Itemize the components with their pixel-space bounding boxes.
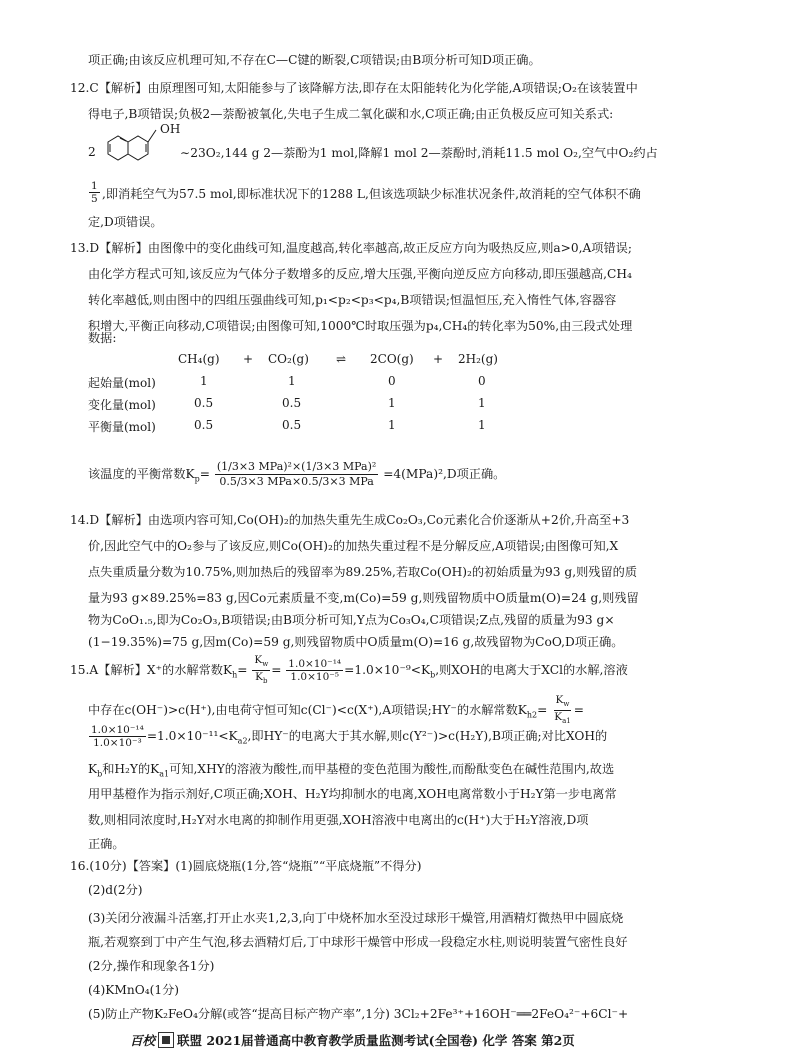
frac-bot: 1.0×10⁻⁵ — [290, 671, 340, 684]
q15-text: =1.0×10⁻⁹<K — [344, 663, 431, 678]
text-line: (5)防止产物K₂FeO₄分解(或答“提高目标产物产率”,1分) 3Cl₂+2Fe³⁺+16OH⁻══2FeO₄²⁻+6Cl⁻+ — [88, 1007, 629, 1021]
q15-text: K — [88, 762, 98, 776]
q15-sub: h2 — [526, 710, 538, 720]
header-cell: CO₂(g) — [268, 352, 309, 366]
text-line: 13.D【解析】由图像中的变化曲线可知,温度越高,转化率越高,故正反应方向为吸热反应,则a>0,A项错误; — [70, 241, 632, 255]
fraction-denominator: 5 — [91, 193, 98, 205]
table-row — [88, 374, 538, 392]
frac-top-sub: w — [563, 700, 570, 709]
brand-logo-icon — [158, 1032, 174, 1048]
text-line: 得电子,B项错误;负极2—萘酚被氧化,失电子生成二氧化碳和水,C项正确;由正负极反应可知关系式: — [88, 107, 614, 121]
table-cell: 1 — [388, 396, 396, 410]
text-line: ∼23O₂,144 g 2—萘酚为1 mol,降解1 mol 2—萘酚时,消耗11.5 mol O₂,空气中O₂约占 — [180, 146, 658, 160]
q15-text: 和H₂Y的K — [102, 762, 160, 776]
brand-right: 联盟 — [177, 1033, 203, 1048]
table-row — [88, 418, 538, 436]
header-cell: 2CO(g) — [370, 352, 414, 366]
q15-text: = — [237, 663, 248, 678]
table-cell: 1 — [288, 374, 296, 388]
header-cell: + — [243, 352, 254, 366]
text-line: ,即消耗空气为57.5 mol,即标准状况下的1288 L,但该选项缺少标准状况条件,故消耗的空气体积不确 — [102, 187, 641, 201]
q15-text: =1.0×10⁻¹¹<K — [146, 729, 238, 743]
q15-sub: h — [232, 670, 238, 680]
kp-denominator: 0.5/3×3 MPa×0.5/3×3 MPa — [219, 475, 374, 488]
text-line: 瓶,若观察到丁中产生气泡,移去酒精灯后,丁中球形干燥管中形成一段稳定水柱,则说明装置气密性良好 — [88, 935, 628, 949]
table-cell: 1 — [388, 418, 396, 432]
kp-formula — [88, 460, 505, 489]
row-label: 变化量(mol) — [88, 398, 156, 412]
frac-bot-sub: b — [262, 677, 268, 686]
q15-text: 中存在c(OH⁻)>c(H⁺),由电荷守恒可知c(Cl⁻)<c(X⁺),A项错误;HY⁻的水解常数K — [88, 703, 527, 718]
text-line: 量为93 g×89.25%=83 g,因Co元素质量不变,m(Co)=59 g,则残留物质中O质量m(O)=24 g,则残留 — [88, 591, 639, 605]
header-cell: 2H₂(g) — [458, 352, 498, 366]
kp-result: =4(MPa)²,D项正确。 — [383, 467, 506, 481]
text-line: 16.(10分)【答案】(1)圆底烧瓶(1分,答“烧瓶”“平底烧瓶”不得分) — [70, 859, 422, 873]
q15-text: ,则XOH的电离大于XCl的水解,溶液 — [435, 663, 628, 678]
page-footer — [130, 1031, 690, 1049]
table-cell: 1 — [478, 418, 486, 432]
q15-text: = — [573, 703, 584, 718]
frac-bot: K — [255, 671, 263, 684]
text-line: 项正确;由该反应机理可知,不存在C—C键的断裂,C项错误;由B项分析可知D项正确。 — [88, 53, 541, 67]
text-line: 物为CoO₁.₅,即为Co₂O₃,B项错误;由B项分析可知,Y点为Co₃O₄,C项错误;Z点,残留的质量为93 g× — [88, 613, 615, 627]
frac-top: 1.0×10⁻¹⁴ — [91, 724, 144, 736]
frac-bot: K — [554, 711, 563, 724]
kp-prefix: 该温度的平衡常数K — [88, 467, 195, 481]
text-line: 数,则相同浓度时,H₂Y对水电离的抑制作用更强,XOH溶液中电离出的c(H⁺)大于H₂Y溶液,D项 — [88, 813, 589, 827]
q15-line-2 — [88, 694, 733, 727]
q15-sub: b — [430, 670, 436, 680]
text-line: 数据: — [88, 331, 117, 345]
q15-line-3 — [88, 724, 733, 749]
q15-sub: a2 — [237, 736, 248, 746]
frac-top: K — [555, 694, 564, 706]
text-line: 定,D项错误。 — [88, 215, 163, 229]
q15-text: ,即HY⁻的电离大于其水解,则c(Y²⁻)>c(H₂Y),B项正确;对比XOH的 — [247, 729, 608, 743]
oh-label: OH — [160, 122, 181, 136]
header-cell: ⇌ — [336, 352, 347, 366]
text-line: (4)KMnO₄(1分) — [88, 983, 180, 997]
q15-line-4 — [88, 760, 733, 778]
text-line: 正确。 — [88, 837, 125, 851]
q15-line-1 — [70, 654, 730, 687]
kp-eq: = — [199, 467, 210, 481]
q15-text: 15.A【解析】X⁺的水解常数K — [70, 663, 233, 678]
frac-top: 1.0×10⁻¹⁴ — [288, 658, 342, 671]
kw-over-kb — [252, 654, 270, 687]
q15-text: 可知,XHY的溶液为酸性,而甲基橙的变色范围为酸性,而酚酞变色在碱性范围内,故选 — [169, 762, 615, 776]
text-line: 14.D【解析】由选项内容可知,Co(OH)₂的加热失重先生成Co₂O₃,Co元素化合价逐渐从+2价,升高至+3 — [70, 513, 630, 527]
text-line: 价,因此空气中的O₂参与了该反应,则Co(OH)₂的加热失重过程不是分解反应,A项错误;由图像可知,X — [88, 539, 619, 553]
kp-sub: p — [194, 474, 200, 484]
kw-over-ka1 — [552, 694, 573, 727]
text-line: (2分,操作和现象各1分) — [88, 959, 215, 973]
brand-left: 百校 — [130, 1033, 156, 1048]
frac-bot-sub: a1 — [562, 717, 571, 726]
row-label: 起始量(mol) — [88, 376, 156, 390]
text-line: (1−19.35%)=75 g,因m(Co)=59 g,则残留物质中O质量m(O)=16 g,故残留物为CoO,D项正确。 — [88, 635, 624, 649]
row-label: 平衡量(mol) — [88, 420, 156, 434]
table-cell: 0 — [478, 374, 486, 388]
table-header — [88, 352, 538, 370]
value-fraction — [286, 658, 343, 683]
table-cell: 0.5 — [194, 418, 214, 432]
frac-top: K — [254, 654, 263, 666]
table-row — [88, 396, 538, 414]
table-cell: 0.5 — [282, 396, 302, 410]
kp-numerator: (1/3×3 MPa)²×(1/3×3 MPa)² — [216, 460, 377, 473]
q15-text: = — [537, 703, 548, 718]
text-line: 点失重质量分数为10.75%,则加热后的残留率为89.25%,若取Co(OH)₂的初始质量为93 g,则残留的质 — [88, 565, 638, 579]
text-line: (3)关闭分液漏斗活塞,打开止水夹1,2,3,向丁中烧杯加水至没过球形干燥管,用酒精灯微热甲中圆底烧 — [88, 911, 624, 925]
table-cell: 1 — [478, 396, 486, 410]
table-cell: 0 — [388, 374, 396, 388]
coefficient: 2 — [88, 145, 96, 159]
table-cell: 0.5 — [194, 396, 214, 410]
frac-bot: 1.0×10⁻³ — [93, 737, 142, 749]
value-fraction — [89, 724, 146, 749]
kp-fraction — [215, 460, 379, 489]
footer-text: 2021届普通高中教育教学质量监测考试(全国卷) 化学 答案 第2页 — [206, 1033, 575, 1048]
q15-text: = — [271, 663, 282, 678]
q15-sub: a1 — [159, 769, 170, 779]
header-cell: CH₄(g) — [178, 352, 220, 366]
table-cell: 1 — [200, 374, 208, 388]
text-line: (2)d(2分) — [88, 883, 143, 897]
header-cell: + — [433, 352, 444, 366]
text-line: 积增大,平衡正向移动,C项错误;由图像可知,1000℃时取压强为p₄,CH₄的转化率为50%,由三段式处理 — [88, 319, 633, 333]
text-line: 用甲基橙作为指示剂好,C项正确;XOH、H₂Y均抑制水的电离,XOH电离常数小于H₂Y第一步电离常 — [88, 787, 617, 801]
fraction-one-fifth — [89, 180, 100, 205]
text-line: 转化率越低,则由图中的四组压强曲线可知,p₁<p₂<p₃<p₄,B项错误;恒温恒压,充入惰性气体,容器容 — [88, 293, 617, 307]
q15-sub: b — [97, 769, 103, 779]
text-line: 12.C【解析】由原理图可知,太阳能参与了该降解方法,即存在太阳能转化为化学能,A项错误;O₂在该装置中 — [70, 81, 638, 95]
fraction-numerator: 1 — [91, 180, 98, 192]
text-line: 由化学方程式可知,该反应为气体分子数增多的反应,增大压强,平衡向逆反应方向移动,即压强越高,CH₄ — [88, 267, 632, 281]
table-cell: 0.5 — [282, 418, 302, 432]
frac-top-sub: w — [262, 660, 269, 669]
